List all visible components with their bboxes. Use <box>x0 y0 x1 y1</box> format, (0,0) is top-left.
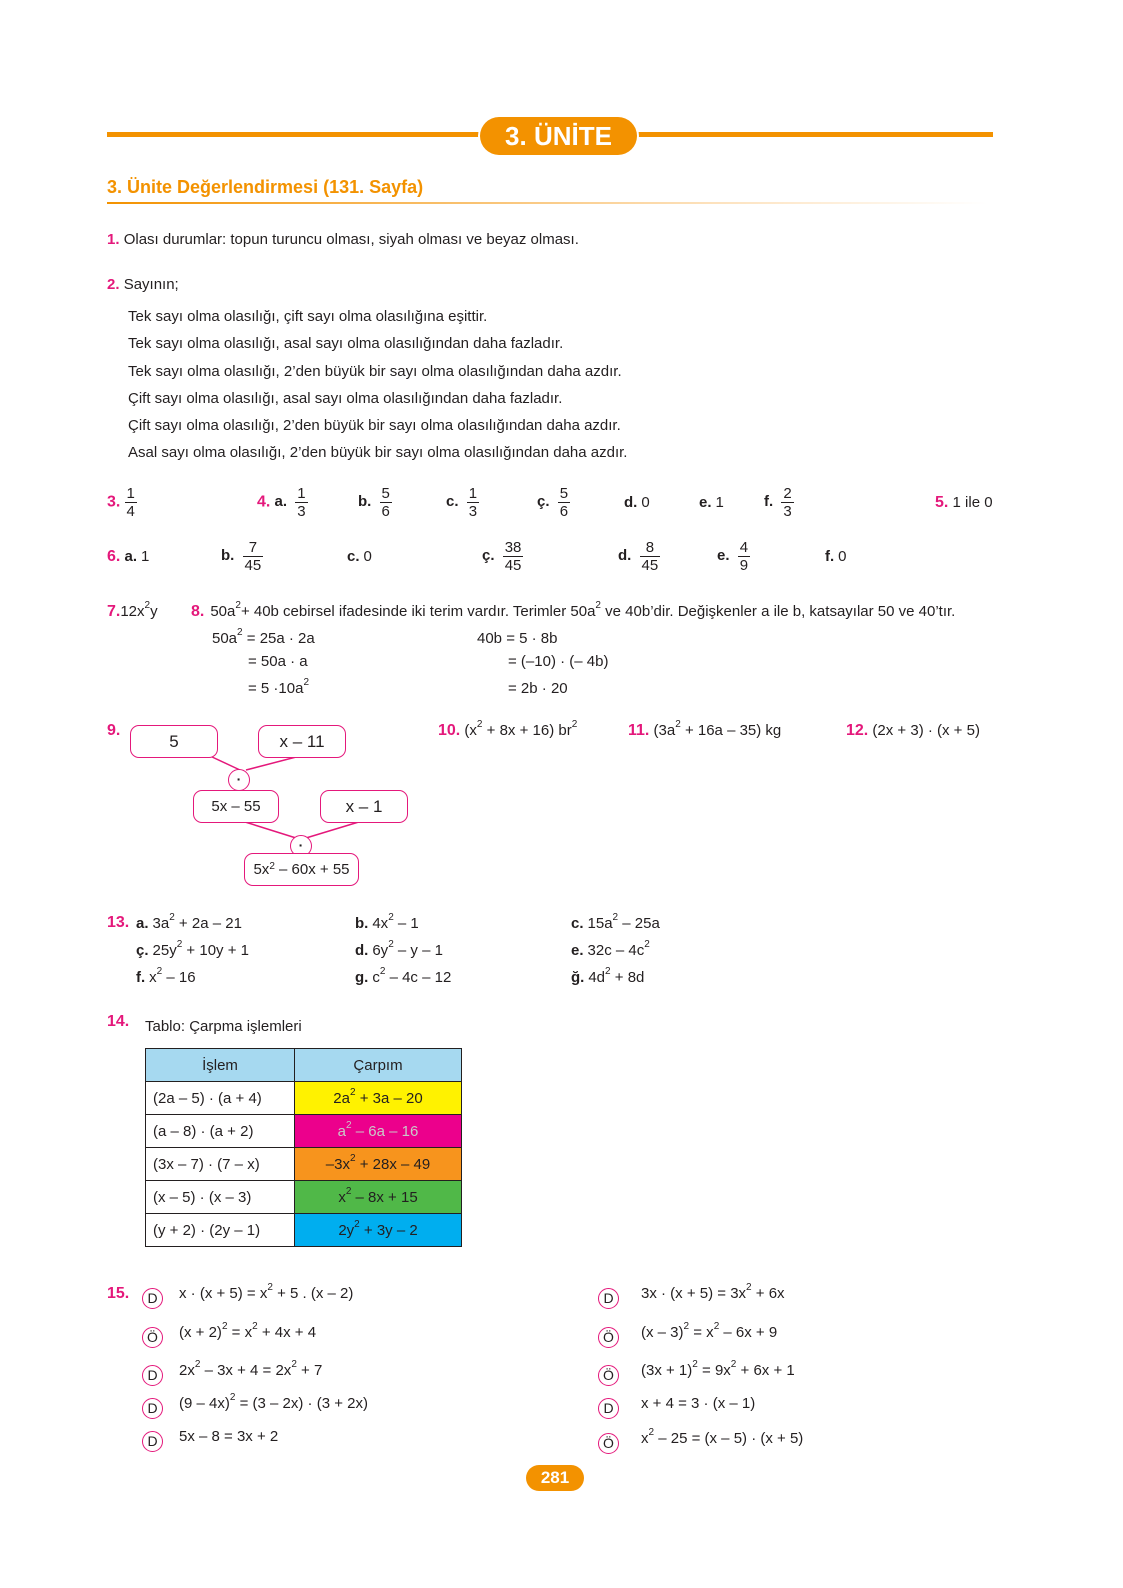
q11-number: 11. <box>628 722 650 739</box>
q8: 8. $50a^2+ 40b$ cebirsel ifadesinde iki terim vardır. Terimler $50a^2$ ve 40b’dir. Değişkenler a ile b, katsayılar 50 ve 40’tır. <box>191 600 956 620</box>
q2 <box>107 276 179 293</box>
q8-number: 8. <box>191 603 205 620</box>
q9-box-5x-minus-55: 5x – 55 <box>193 790 279 823</box>
q10: 10. $(x^2 + 8x + 16)$ $br^2$ <box>438 719 578 739</box>
q15-number: 15. <box>107 1285 130 1302</box>
table-row <box>146 1148 462 1181</box>
header-rule-right <box>632 132 993 137</box>
q1-text: Olası durumlar: topun turuncu olması, siyah olması ve beyaz olması. <box>123 231 579 248</box>
q2-line: Çift sayı olma olasılığı, 2’den büyük bir sayı olma olasılığından daha azdır. <box>128 417 621 435</box>
answer-mark-badge: D <box>142 1398 163 1419</box>
q9-multiply-dot: · <box>228 769 250 791</box>
q13-b: b. $4x^2 - 1$ <box>355 912 419 932</box>
q4-number: 4. <box>257 493 271 511</box>
q1-number: 1. <box>107 231 120 248</box>
q8-left-line3: = $5 \cdot 10a^2$ <box>248 677 310 697</box>
fraction: $\frac{5}{6}$ <box>381 485 390 520</box>
fraction: $\frac{1}{4}$ <box>126 485 135 520</box>
section-rule <box>107 202 987 204</box>
q3-number: 3. <box>107 493 121 511</box>
q8-right-line1: 40b = 5 · 8b <box>477 630 558 647</box>
q2-line: Tek sayı olma olasılığı, çift sayı olma olasılığına eşittir. <box>128 308 488 325</box>
table-row <box>146 1082 462 1115</box>
q13-c: c. $15a^2 - 25a$ <box>571 912 660 932</box>
answer-mark-badge: D <box>142 1288 163 1309</box>
q9-box-result: $5x^2 - 60x + 55$ <box>244 853 359 886</box>
q6-number: 6. <box>107 548 121 565</box>
table-cell-operation: (x – 5) · (x – 3) <box>146 1181 295 1214</box>
answer-mark-badge: D <box>598 1398 619 1419</box>
fraction: $\frac{7}{45}$ <box>244 539 262 574</box>
q2-line: Asal sayı olma olasılığı, 2’den büyük bir sayı olma olasılığından daha azdır. <box>128 444 628 462</box>
tree-line <box>210 756 240 770</box>
table-cell-product: $x^2 - 8x + 15$ <box>295 1181 462 1214</box>
header-rule-left <box>107 132 487 137</box>
q13-e: e. $32c - 4c^2$ <box>571 939 650 959</box>
q2-lines <box>128 303 627 467</box>
fraction: $\frac{1}{3}$ <box>297 485 306 520</box>
fraction: $\frac{2}{3}$ <box>783 485 792 520</box>
table-header: İşlem <box>146 1049 295 1082</box>
q15-statement: $(x - 3)^2 = x^2 - 6x + 9$ <box>641 1321 778 1341</box>
fraction: $\frac{4}{9}$ <box>739 539 749 574</box>
q6-a: 6. a. 1 <box>107 548 150 565</box>
table-cell-product: $2y^2 + 3y - 2$ <box>295 1214 462 1247</box>
q7-number: 7. <box>107 603 121 620</box>
q8-right-line3: = 2b · 20 <box>508 680 568 697</box>
answer-mark-badge: D <box>142 1365 163 1386</box>
q11: 11. $(3a^2 + 16a - 35)$ kg <box>628 719 782 739</box>
q6-cc: ç. $\frac{38}{45}$ <box>482 539 522 574</box>
section-title: 3. Ünite Değerlendirmesi (131. Sayfa) <box>107 177 424 197</box>
q10-number: 10. <box>438 722 461 739</box>
answer-mark-badge: D <box>598 1288 619 1309</box>
page-number: 281 <box>526 1465 584 1491</box>
answer-mark-badge: Ö <box>598 1365 619 1386</box>
q6-c: c. 0 <box>347 548 372 565</box>
fraction: $\frac{38}{45}$ <box>504 539 522 574</box>
q4-b: b. $\frac{5}{6}$ <box>358 485 390 520</box>
q12: 12. (2x + 3) · (x + 5) <box>846 722 980 739</box>
table-cell-product: $2a^2 + 3a - 20$ <box>295 1082 462 1115</box>
table-cell-product: $a^2 - 6a - 16$ <box>295 1115 462 1148</box>
q2-line: Çift sayı olma olasılığı, asal sayı olma olasılığından daha fazladır. <box>128 389 563 407</box>
q6-d: d. $\frac{8}{45}$ <box>618 539 659 574</box>
q13-d: d. $6y^2$ – y – 1 <box>355 939 443 959</box>
q15-statement: x + 4 = 3 · (x – 1) <box>641 1395 756 1412</box>
q13-g: g. $c^2 - 4c - 12$ <box>355 966 452 986</box>
q15-statement: $2x^2 - 3x + 4 = 2x^2 + 7$ <box>179 1359 323 1379</box>
q12-number: 12. <box>846 722 869 739</box>
q15-statement: $(3x + 1)^2 = 9x^2 + 6x + 1$ <box>641 1359 795 1379</box>
q2-intro: Sayının; <box>123 276 179 293</box>
table-row <box>146 1214 462 1247</box>
q8-left-line1: $50a^2 = 25a \cdot 2a$ <box>212 627 315 647</box>
table-header-row <box>146 1049 462 1082</box>
table-row <box>146 1115 462 1148</box>
fraction: $\frac{1}{3}$ <box>468 485 478 520</box>
unit-title: 3. ÜNİTE <box>480 117 637 155</box>
tree-line <box>242 821 296 838</box>
q13-gg: ğ. $4d^2 + 8d$ <box>571 966 645 986</box>
q1 <box>107 231 579 248</box>
tree-line <box>246 756 300 770</box>
answer-mark-badge: Ö <box>598 1433 619 1454</box>
q8-right-line2: = (–10) · (– 4b) <box>508 653 609 670</box>
table-cell-operation: (a – 8) · (a + 2) <box>146 1115 295 1148</box>
fraction: $\frac{8}{45}$ <box>641 539 659 574</box>
q15-statement: $(x + 2)^2 = x^2 + 4x + 4$ <box>179 1321 317 1341</box>
q4-d: d. 0 <box>624 494 650 511</box>
q15-statement: $x \cdot (x + 5) = x^2 + 5$ . (x – 2) <box>179 1282 354 1302</box>
q13-number: 13. <box>107 914 130 931</box>
q8-left-line2: = 50a · a <box>248 653 308 670</box>
q6-e: e. $\frac{4}{9}$ <box>717 539 749 574</box>
table-cell-operation: (2a – 5) · (a + 4) <box>146 1082 295 1115</box>
q4-c: c. $\frac{1}{3}$ <box>446 485 478 520</box>
answer-mark-badge: D <box>142 1431 163 1452</box>
q4-e: e. 1 <box>699 494 724 511</box>
q4-f: f. $\frac{2}{3}$ <box>764 485 792 520</box>
q15-statement: $x^2 - 25 = (x - 5) \cdot (x + 5)$ <box>641 1427 804 1447</box>
q13-cc: ç. $25y^2 + 10y + 1$ <box>136 939 249 959</box>
q2-number: 2. <box>107 276 120 293</box>
table-header: Çarpım <box>295 1049 462 1082</box>
multiplication-table <box>145 1048 462 1247</box>
table-row <box>146 1181 462 1214</box>
q2-line: Tek sayı olma olasılığı, 2’den büyük bir sayı olma olasılığından daha azdır. <box>128 362 622 380</box>
answer-mark-badge: Ö <box>598 1327 619 1348</box>
q6-b: b. $\frac{7}{45}$ <box>221 539 262 574</box>
q2-line: Tek sayı olma olasılığı, asal sayı olma olasılığından daha fazladır. <box>128 335 564 353</box>
q4-a: 4. a. $\frac{1}{3}$ <box>257 485 306 520</box>
tree-line <box>306 821 362 838</box>
q5-number: 5. <box>935 494 949 511</box>
q15-statement: (9 – 4x)$^2$ = (3 – 2x) · (3 + 2x) <box>179 1392 368 1412</box>
answer-mark-badge: Ö <box>142 1327 163 1348</box>
q9-box-x-minus-11: x – 11 <box>258 725 346 758</box>
q14-caption: Tablo: Çarpma işlemleri <box>145 1018 302 1035</box>
table-cell-product: $-3x^2 + 28x - 49$ <box>295 1148 462 1181</box>
q15-statement: $3x \cdot (x + 5) = 3x^2 + 6x$ <box>641 1282 785 1302</box>
q3 <box>107 485 137 520</box>
q9-box-x-minus-1: x – 1 <box>320 790 408 823</box>
table-cell-operation: (y + 2) · (2y – 1) <box>146 1214 295 1247</box>
q9-multiply-dot: · <box>290 835 312 857</box>
q13-f: f. $x^2 - 16$ <box>136 966 196 986</box>
q13-a: a. $3a^2 + 2a - 21$ <box>136 912 242 932</box>
q9-box-5: 5 <box>130 725 218 758</box>
q6-f: f. 0 <box>825 548 847 565</box>
q7: $7.12x^2y$ <box>107 600 158 620</box>
q14-number: 14. <box>107 1013 130 1030</box>
q15-statement: 5x – 8 = 3x + 2 <box>179 1428 279 1445</box>
table-cell-operation: (3x – 7) · (7 – x) <box>146 1148 295 1181</box>
q5: 5. 1 ile 0 <box>935 494 993 511</box>
q9-number: 9. <box>107 722 121 739</box>
q4-cc: ç. $\frac{5}{6}$ <box>537 485 569 520</box>
fraction: $\frac{5}{6}$ <box>559 485 569 520</box>
